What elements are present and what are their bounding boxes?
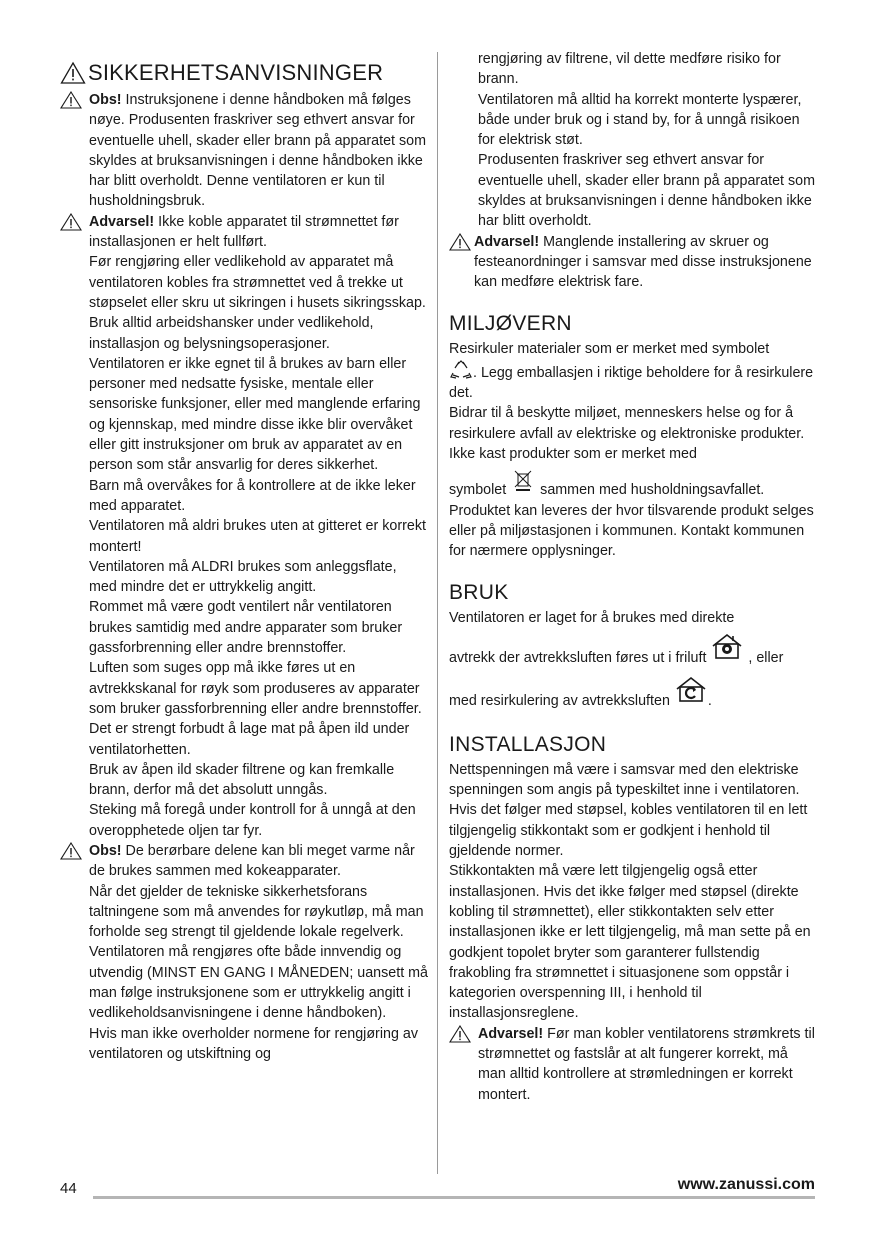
paragraph: Ventilatoren må aldri brukes uten at gitteret er korrekt montert! <box>89 518 426 555</box>
recirculation-icon <box>674 675 708 703</box>
paragraph: Luften som suges opp må ikke føres ut en avtrekkskanal for røyk som produseres av apparater som bruker gassforbrenning eller andre brennstoffer. <box>89 660 422 717</box>
left-column <box>60 59 428 1064</box>
section-title-use: BRUK <box>449 580 509 604</box>
warning-note: Advarsel! Før man kobler ventilatorens strømkrets til strømnettet og fastslår at alt fungerer korrekt, må man alltid kontrollere at strømledningen er korrekt montert. <box>449 1024 817 1105</box>
paragraph: Det er strengt forbudt å lage mat på åpen ild under ventilatorhetten. <box>89 721 410 758</box>
paragraph: Bruk av åpen ild skader filtrene og kan fremkalle brann, derfor må det absolutt unngås. <box>89 761 395 799</box>
paragraph: avtrekk der avtrekksluften føres ut i friluft , eller <box>449 632 817 671</box>
paragraph: Hvis man ikke overholder normene for rengjøring av ventilatoren og utskiftning og <box>89 1025 418 1062</box>
warning-triangle-icon <box>449 1025 471 1043</box>
warning-note: Obs! Instruksjonene i denne håndboken må følges nøye. Produsenten fraskriver seg ethvert ansvar for eventuelle uhell, skader eller brann på apparatet som skyldes at bruksanvisningen i denne håndboken ikke har blitt overholdt. Denne ventilatoren er kun til husholdningsbruk. <box>60 90 428 212</box>
page-number: 44 <box>60 1180 77 1197</box>
recycle-icon <box>449 359 473 381</box>
paragraph: Stikkontakten må være lett tilgjengelig også etter installasjonen. Hvis det ikke følger med støpsel (direkte kobling til strømnettet), eller stikkontakten selv etter installasjonen ikke er lett tilgjengelig, må man sette på en godkjent topolet bryter som garanterer fullstendig frakobling fra strømnettet i situasjonene som oppstår i kategorien overspenning III, i henhold til installasjonsreglene. <box>449 863 811 1022</box>
ducted-extraction-icon <box>710 632 744 660</box>
paragraph: Ventilatoren må alltid ha korrekt monterte lyspærer, både under bruk og i stand by, for å unngå risikoen for elektrisk støt. <box>478 91 802 149</box>
paragraph: Ventilatoren er laget for å brukes med direkte <box>449 609 735 626</box>
warning-triangle-icon <box>60 213 82 231</box>
paragraph: Bidrar til å beskytte miljøet, menneskers helse og for å resirkulere avfall av elektriske og elektroniske produkter. Ikke kast produkter som er merket med <box>449 405 805 463</box>
footer-divider <box>93 1196 815 1199</box>
paragraph: Barn må overvåkes for å kontrollere at de ikke leker med apparatet. <box>89 477 416 514</box>
paragraph: Ventilatoren må ALDRI brukes som anleggsflate, med mindre det er uttrykkelig angitt. <box>89 558 397 596</box>
paragraph: symbolet sammen med husholdningsavfallet. Produktet kan leveres der hvor tilsvarende produkt selges eller på miljøstasjonen i kommunen. Kontakt kommunen for nærmere opplysninger. <box>449 470 817 561</box>
section-title-safety: SIKKERHETSANVISNINGER <box>60 59 428 87</box>
paragraph: Nettspenningen må være i samsvar med den elektriske spenningen som angis på typeskiltet inne i ventilatoren. Hvis det følger med støpsel, kobles ventilatoren til en lett tilgjengelig stikkontakt som er godkjent i henhold til gjeldende normer. <box>449 761 808 860</box>
paragraph: med resirkulering av avtrekksluften . <box>449 675 817 714</box>
column-divider <box>437 52 438 1174</box>
footer-url: www.zanussi.com <box>677 1176 815 1193</box>
paragraph: . Legg emballasjen i riktige beholdere for å resirkulere det. <box>449 359 817 404</box>
warning-triangle-icon <box>60 842 82 860</box>
paragraph: Resirkuler materialer som er merket med symbolet <box>449 340 770 357</box>
warning-note: Advarsel! Manglende installering av skruer og festeanordninger i samsvar med disse instruksjonene kan medføre elektrisk fare. <box>449 232 817 293</box>
paragraph: rengjøring av filtrene, vil dette medføre risiko for brann. <box>478 51 781 88</box>
paragraph: Rommet må være godt ventilert når ventilatoren brukes samtidig med andre apparater som bruker gassforbrenning eller andre brennstoffer. <box>89 599 403 657</box>
paragraph: Når det gjelder de tekniske sikkerhetsforans taltningene som må anvendes for røykutløp, må man forholde seg strengt til gjeldende lokale regelverk. Ventilatoren må rengjøres ofte både innvendig og utvendig (MINST EN GANG I MÅNEDEN; uansett må man følge instruksjonene som er uttrykkelig angitt i vedlikeholdsanvisningene i denne håndboken). <box>89 883 428 1022</box>
paragraph: Steking må foregå under kontroll for å unngå at den overopphetede oljen tar fyr. <box>89 802 416 839</box>
section-title-environment: MILJØVERN <box>449 311 572 335</box>
section-title-installation: INSTALLASJON <box>449 732 607 756</box>
weee-bin-icon <box>514 470 532 492</box>
warning-note: Advarsel! Ikke koble apparatet til strømnettet før installasjonen er helt fullført. <box>60 212 428 253</box>
paragraph: Bruk alltid arbeidshansker under vedlikehold, installasjon og belysningsoperasjoner. <box>89 315 374 352</box>
right-column <box>449 49 817 1105</box>
paragraph: Ventilatoren er ikke egnet til å brukes av barn eller personer med nedsatte fysiske, mentale eller sensoriske funksjoner, eller med manglende erfaring og kjennskap, med mindre disse ikke blir overvåket eller gitt instruksjoner om bruk av apparatet av en person som står ansvarlig for deres sikkerhet. <box>89 355 421 474</box>
warning-triangle-icon <box>449 233 471 251</box>
paragraph: Produsenten fraskriver seg ethvert ansvar for eventuelle uhell, skader eller brann på apparatet som skyldes at bruksanvisningen i denne håndboken ikke har blitt overholdt. <box>478 152 815 230</box>
warning-note: Obs! De berørbare delene kan bli meget varme når de brukes sammen med kokeapparater. <box>60 841 428 882</box>
paragraph: Før rengjøring eller vedlikehold av apparatet må ventilatoren kobles fra strømnettet ved å trekke ut støpselet eller skru ut sikringen i husets sikringsskap. <box>89 254 426 311</box>
warning-triangle-icon <box>60 61 86 85</box>
warning-triangle-icon <box>60 91 82 109</box>
